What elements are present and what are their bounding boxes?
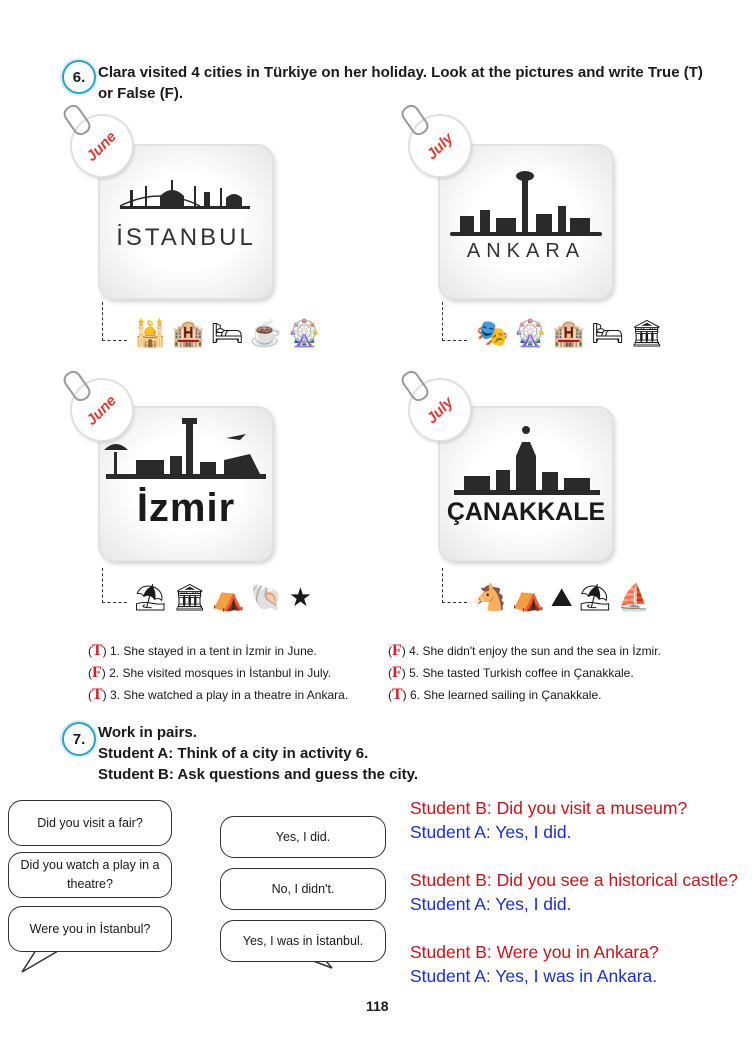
activity-7-number: 7.	[62, 722, 96, 756]
answer-bubble-1: Yes, I did.	[220, 816, 386, 858]
sailboat-icon: ⛵	[617, 582, 650, 612]
instruction-line-2: Student A: Think of a city in activity 6.	[98, 745, 369, 762]
beach-umbrella-icon: ⛱	[134, 582, 168, 612]
statement-3: (T) 3. She watched a play in a theatre in Ankara.	[88, 686, 349, 703]
answer-bubble-2: No, I didn't.	[220, 868, 386, 910]
page-number: 118	[366, 998, 389, 1014]
statement-4: (F) 4. She didn't enjoy the sun and the sea in İzmir.	[388, 642, 661, 659]
coffee-icon: ☕	[249, 318, 283, 348]
dialogue-a-1: Student A: Yes, I did.	[410, 822, 572, 842]
dialogue-b-1: Student B: Did you visit a museum?	[410, 798, 688, 818]
trojan-horse-icon: 🐴	[474, 582, 507, 612]
starfish-icon: ★	[288, 582, 313, 612]
seashell-icon: 🐚	[250, 582, 283, 612]
answer-3[interactable]: T	[92, 686, 103, 703]
city-name-istanbul: İSTANBUL	[116, 224, 256, 251]
theatre-masks-icon: 🎭	[476, 318, 509, 348]
activity-6-number: 6.	[62, 60, 96, 94]
mosque-icon: 🕌	[134, 318, 167, 348]
instruction-line-1: Work in pairs.	[98, 724, 197, 741]
statement-5: (F) 5. She tasted Turkish coffee in Çanakkale.	[388, 664, 634, 681]
instruction-line-3: Student B: Ask questions and guess the city.	[98, 766, 419, 783]
month-label: June	[83, 391, 121, 429]
hotel-icon: 🏨	[172, 318, 205, 348]
dialogue-b-3: Student B: Were you in Ankara?	[410, 942, 659, 962]
answer-5[interactable]: F	[392, 664, 402, 681]
statement-2: (F) 2. She visited mosques in İstanbul in July.	[88, 664, 332, 681]
statement-1: (T) 1. She stayed in a tent in İzmir in June.	[88, 642, 317, 659]
month-label: July	[423, 129, 457, 163]
city-name-ankara: ANKARA	[466, 240, 586, 262]
tent-icon: ⛺	[212, 582, 245, 612]
instruction-line-1: Clara visited 4 cities in Türkiye on her holiday. Look at the pictures and write True (T)	[98, 64, 703, 81]
answer-4[interactable]: F	[392, 642, 402, 659]
question-bubble-2: Did you watch a play in a theatre?	[8, 852, 172, 898]
tent-icon: ⛺	[512, 582, 545, 612]
bed-icon: 🛏	[210, 318, 244, 348]
month-label: June	[83, 127, 121, 165]
beach-umbrella-icon: ⛱	[578, 582, 612, 612]
answer-1[interactable]: T	[92, 642, 103, 659]
ferris-wheel-icon: 🎡	[288, 318, 321, 348]
dialogue-a-3: Student A: Yes, I was in Ankara.	[410, 966, 658, 986]
question-bubble-3: Were you in İstanbul?	[8, 906, 172, 952]
dialogue-a-2: Student A: Yes, I did.	[410, 894, 572, 914]
dialogue-b-2: Student B: Did you see a historical castle?	[410, 870, 738, 890]
city-name-izmir: İzmir	[136, 486, 236, 530]
ferris-wheel-icon: 🎡	[514, 318, 547, 348]
museum-icon: 🏛	[630, 318, 664, 348]
hotel-icon: 🏨	[552, 318, 586, 348]
mountain-icon: ⛰	[550, 582, 573, 612]
statement-6: (T) 6. She learned sailing in Çanakkale.	[388, 686, 602, 703]
city-name-canakkale: ÇANAKKALE	[446, 498, 606, 526]
question-bubble-1: Did you visit a fair?	[8, 800, 172, 846]
museum-icon: 🏛	[173, 582, 207, 612]
instruction-line-2: or False (F).	[98, 85, 184, 102]
answer-6[interactable]: T	[392, 686, 403, 703]
bed-icon: 🛏	[591, 318, 625, 348]
month-label: July	[423, 393, 457, 427]
answer-2[interactable]: F	[92, 664, 102, 681]
answer-bubble-3: Yes, I was in İstanbul.	[220, 920, 386, 962]
